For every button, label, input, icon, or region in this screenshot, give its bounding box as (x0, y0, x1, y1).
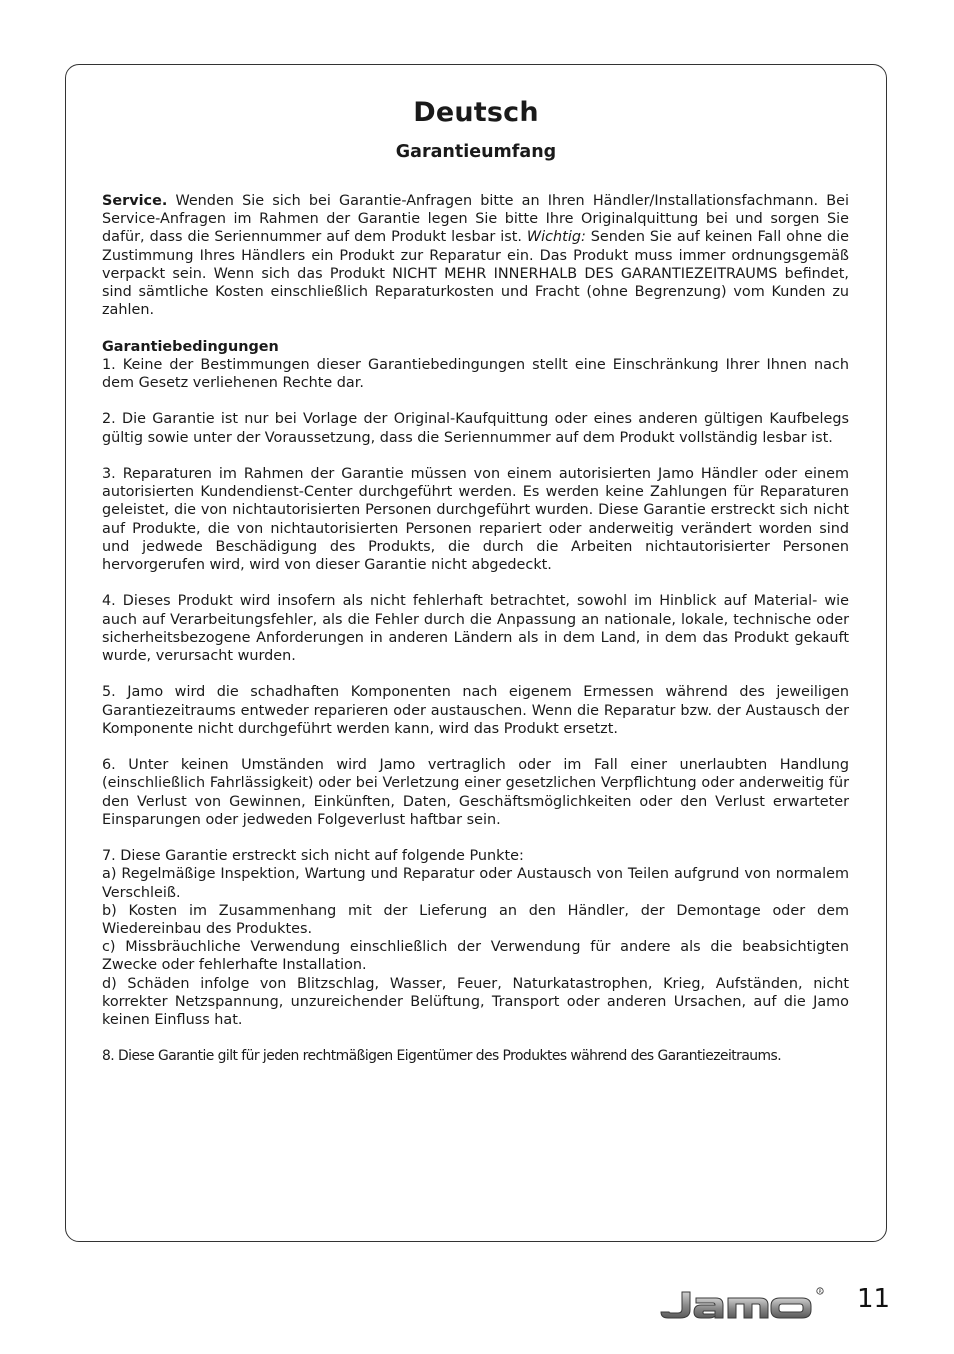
condition-7-intro: 7. Diese Garantie erstreckt sich nicht auf folgende Punkte: (102, 848, 524, 865)
service-text-1: Wenden Sie sich bei Garantie-Anfragen bitte an Ihren Händler/Installationsfachmann. Bei Service-Anfragen im Rahmen der Garantie legen Sie bitte Ihre Originalquittung bei und sorgen Sie dafür, dass die Seriennummer auf dem Produkt lesbar ist. (102, 193, 849, 246)
conditions-heading: Garantiebedingungen (102, 338, 279, 355)
condition-4: 4. Dieses Produkt wird insofern als nicht fehlerhaft betrachtet, sowohl im Hinblick auf Material- wie auch auf Verarbeitungsfehler, als die Fehler durch die Anpassung an nationale, lokale, technische oder sicherheitsbezogene Anforderungen in anderen Ländern als in dem Land, in dem das Produkt gekauft wurde, verursacht wurden. (102, 593, 849, 665)
warranty-body (102, 192, 849, 1066)
page-number: 11 (857, 1284, 891, 1314)
condition-8: 8. Diese Garantie gilt für jeden rechtmäßigen Eigentümer des Produktes während des Garantiezeitraums. (102, 1048, 782, 1065)
condition-7-item-d: d) Schäden infolge von Blitzschlag, Wasser, Feuer, Naturkatastrophen, Krieg, Aufständen, nicht korrekter Netzspannung, unzureichender Belüftung, Transport oder anderen Ursachen, auf die Jamo keinen Einfluss hat. (102, 975, 849, 1029)
service-text-2: Senden Sie auf keinen Fall ohne die Zustimmung Ihres Händlers ein Produkt zur Reparatur ein. Das Produkt muss immer ordnungsgemäß verpackt sein. Wenn sich das Produkt NICHT MEHR INNERHALB DES GARANTIEZEITRAUMS befindet, sind sämtliche Kosten einschließlich Reparaturkosten und Fracht (ohne Begrenzung) vom Kunden zu zahlen. (102, 229, 849, 319)
condition-2: 2. Die Garantie ist nur bei Vorlage der Original-Kaufquittung oder eines anderen gültigen Kaufbelegs gültig sowie unter der Voraussetzung, dass die Seriennummer auf dem Produkt vollständig lesbar ist. (102, 411, 849, 446)
condition-6: 6. Unter keinen Umständen wird Jamo vertraglich oder im Fall einer unerlaubten Handlung (einschließlich Fahrlässigkeit) oder bei Verletzung einer gesetzlichen Verpflichtung oder anderweitig für den Verlust von Gewinnen, Einkünften, Daten, Geschäftsmöglichkeiten oder den Verlust erwarteter Einsparungen oder jedweden Folgeverlust haftbar sein. (102, 757, 849, 828)
condition-3: 3. Reparaturen im Rahmen der Garantie müssen von einem autorisierten Jamo Händler oder einem autorisierten Kundendienst-Center durchgeführt werden. Es werden keine Zahlungen für Reparaturen geleistet, die von nichtautorisierten Personen durchgeführt wurden. Diese Garantie erstreckt sich nicht auf Produkte, die von nichtautorisierten Personen repariert oder anderweitig verändert worden sind und jedwede Beschädigung des Produkts, die durch die Arbeiten nichtautorisierter Personen hervorgerufen wird, wird von dieser Garantie nicht abgedeckt. (102, 466, 849, 574)
condition-1 (102, 338, 849, 393)
condition-7 (102, 847, 849, 1029)
page-title: Deutsch (413, 97, 539, 128)
service-important: Wichtig: (526, 229, 586, 246)
service-paragraph (102, 192, 849, 319)
condition-7-item-b: b) Kosten im Zusammenhang mit der Lieferung an den Händler, der Demontage oder dem Wiedereinbau des Produktes. (102, 902, 849, 938)
condition-5: 5. Jamo wird die schadhaften Komponenten nach eigenem Ermessen während des jeweiligen Garantiezeitraums entweder reparieren oder austauschen. Wenn die Reparatur bzw. der Austausch der Komponente nicht durchgeführt werden kann, wird das Produkt ersetzt. (102, 684, 849, 737)
service-lead: Service. (102, 193, 168, 209)
condition-1-text: 1. Keine der Bestimmungen dieser Garantiebedingungen stellt eine Einschränkung Ihrer Ihnen nach dem Gesetz verliehenen Rechte dar. (102, 356, 849, 392)
jamo-logo (660, 1284, 828, 1324)
section-subtitle: Garantieumfang (395, 142, 557, 162)
condition-7-item-c: c) Missbräuchliche Verwendung einschließlich der Verwendung für andere als die beabsichtigten Zwecke oder fehlerhafte Installation. (102, 939, 849, 974)
svg-text:R: R (818, 1290, 822, 1295)
condition-7-item-a: a) Regelmäßige Inspektion, Wartung und Reparatur oder Austausch von Teilen aufgrund von normalem Verschleiß. (102, 866, 849, 901)
